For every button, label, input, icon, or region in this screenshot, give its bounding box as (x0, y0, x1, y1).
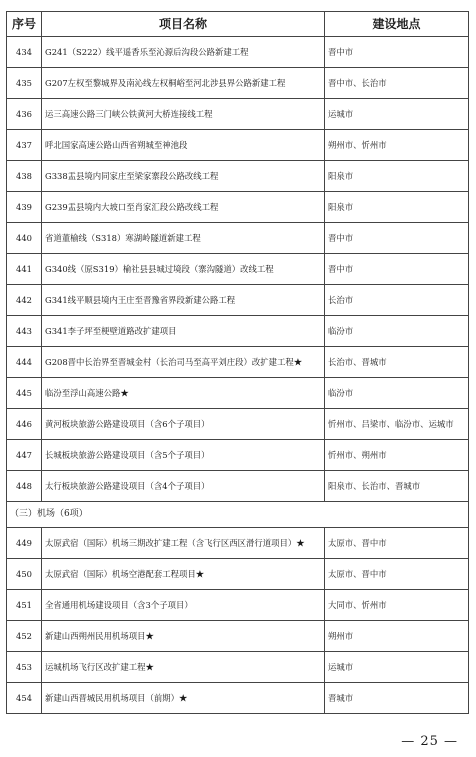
project-location: 长治市、晋城市 (325, 347, 469, 378)
project-name: G338盂县境内同家庄至梁家寨段公路改线工程 (42, 161, 325, 192)
project-table (6, 11, 469, 714)
header-location: 建设地点 (325, 12, 469, 37)
project-location: 运城市 (325, 652, 469, 683)
project-location: 朔州市 (325, 621, 469, 652)
project-location: 阳泉市、长治市、晋城市 (325, 471, 469, 502)
table-header-row (7, 12, 469, 37)
row-number: 436 (7, 99, 42, 130)
project-location: 长治市 (325, 285, 469, 316)
project-name: G340线（原S319）榆社县县城过境段（寨沟隧道）改线工程 (42, 254, 325, 285)
project-name: G341线平顺县境内王庄至晋豫省界段新建公路工程 (42, 285, 325, 316)
row-number: 440 (7, 223, 42, 254)
table-row (7, 68, 469, 99)
table-row (7, 378, 469, 409)
project-name: 运城机场飞行区改扩建工程★ (42, 652, 325, 683)
project-name: 新建山西朔州民用机场项目★ (42, 621, 325, 652)
project-location: 晋中市、长治市 (325, 68, 469, 99)
row-number: 453 (7, 652, 42, 683)
table-row (7, 161, 469, 192)
project-location: 晋中市 (325, 223, 469, 254)
project-location: 朔州市、忻州市 (325, 130, 469, 161)
table-row (7, 590, 469, 621)
project-location: 临汾市 (325, 378, 469, 409)
project-location: 运城市 (325, 99, 469, 130)
table-row (7, 471, 469, 502)
project-name: 临汾至浮山高速公路★ (42, 378, 325, 409)
row-number: 449 (7, 528, 42, 559)
project-location: 晋城市 (325, 683, 469, 714)
table-row (7, 440, 469, 471)
table-row (7, 130, 469, 161)
section-title: （三）机场（6项） (7, 502, 469, 528)
project-name: G208晋中长治界至晋城金村（长治司马至高平刘庄段）改扩建工程★ (42, 347, 325, 378)
row-number: 439 (7, 192, 42, 223)
project-name: 太行板块旅游公路建设项目（含4个子项目） (42, 471, 325, 502)
project-location: 太原市、晋中市 (325, 559, 469, 590)
table-row (7, 254, 469, 285)
project-location: 忻州市、朔州市 (325, 440, 469, 471)
row-number: 434 (7, 37, 42, 68)
table-row (7, 316, 469, 347)
row-number: 454 (7, 683, 42, 714)
project-name: 呼北国家高速公路山西省朔城至神池段 (42, 130, 325, 161)
project-name: 运三高速公路三门峡公铁黄河大桥连接线工程 (42, 99, 325, 130)
project-name: 太原武宿（国际）机场空港配套工程项目★ (42, 559, 325, 590)
project-location: 晋中市 (325, 254, 469, 285)
row-number: 442 (7, 285, 42, 316)
project-name: G239盂县境内大坡口至肖家汇段公路改线工程 (42, 192, 325, 223)
project-name: G241（S222）线平遥香乐至沁源后沟段公路新建工程 (42, 37, 325, 68)
project-location: 太原市、晋中市 (325, 528, 469, 559)
project-location: 忻州市、吕梁市、临汾市、运城市 (325, 409, 469, 440)
project-name: 全省通用机场建设项目（含3个子项目） (42, 590, 325, 621)
project-name: G341李子坪至梗壁道路改扩建项目 (42, 316, 325, 347)
table-row (7, 37, 469, 68)
table-row (7, 559, 469, 590)
row-number: 448 (7, 471, 42, 502)
row-number: 446 (7, 409, 42, 440)
row-number: 437 (7, 130, 42, 161)
header-project-name: 项目名称 (42, 12, 325, 37)
project-location: 临汾市 (325, 316, 469, 347)
project-name: 长城板块旅游公路建设项目（含5个子项目） (42, 440, 325, 471)
table-row (7, 99, 469, 130)
table-row (7, 409, 469, 440)
table-row (7, 621, 469, 652)
row-number: 443 (7, 316, 42, 347)
row-number: 441 (7, 254, 42, 285)
table-row (7, 683, 469, 714)
row-number: 451 (7, 590, 42, 621)
row-number: 435 (7, 68, 42, 99)
row-number: 452 (7, 621, 42, 652)
row-number: 444 (7, 347, 42, 378)
table-row (7, 652, 469, 683)
row-number: 445 (7, 378, 42, 409)
project-location: 大同市、忻州市 (325, 590, 469, 621)
project-name: 黄河板块旅游公路建设项目（含6个子项目） (42, 409, 325, 440)
project-location: 阳泉市 (325, 161, 469, 192)
table-row (7, 223, 469, 254)
row-number: 447 (7, 440, 42, 471)
row-number: 450 (7, 559, 42, 590)
table-row (7, 528, 469, 559)
project-name: 新建山西晋城民用机场项目（前期）★ (42, 683, 325, 714)
project-location: 阳泉市 (325, 192, 469, 223)
section-row (7, 502, 469, 528)
road-projects (7, 37, 469, 714)
page-number: — 25 — (401, 734, 458, 749)
table-row (7, 285, 469, 316)
table-row (7, 192, 469, 223)
header-serial-number: 序号 (7, 12, 42, 37)
project-location: 晋中市 (325, 37, 469, 68)
table-row (7, 347, 469, 378)
project-name: 省道董榆线（S318）寒湖岭隧道新建工程 (42, 223, 325, 254)
project-name: 太原武宿（国际）机场三期改扩建工程（含飞行区西区滑行道项目）★ (42, 528, 325, 559)
project-name: G207左权至黎城界及南沁线左权桐峪至河北涉县界公路新建工程 (42, 68, 325, 99)
row-number: 438 (7, 161, 42, 192)
